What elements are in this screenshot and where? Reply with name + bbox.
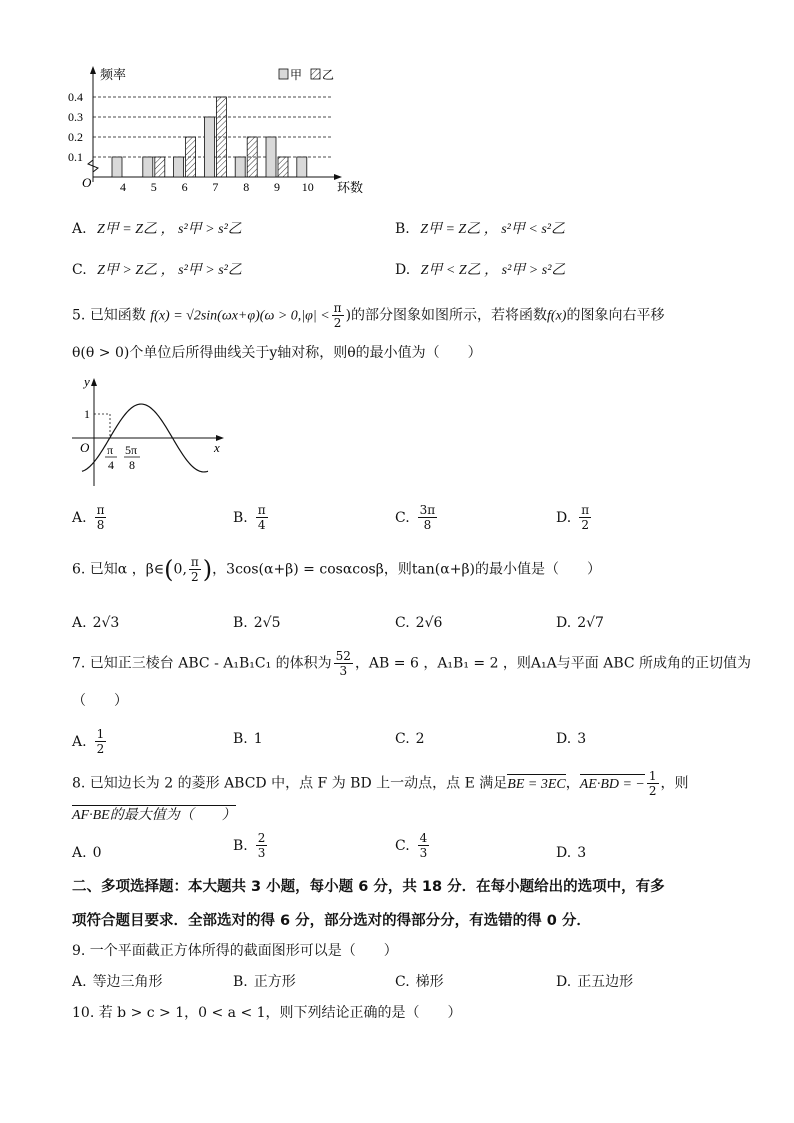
q9-option-a[interactable] [72, 975, 163, 989]
q5-option-b-frac [256, 504, 268, 531]
q7-option-a-frac [95, 728, 107, 755]
q10-stem: 10. 若 b > c > 1，0 < a < 1，则下列结论正确的是（ ） [72, 1005, 462, 1021]
q6-option-c-label: C. [395, 615, 410, 631]
frac-num: 3π [419, 503, 436, 517]
legend-swatch-yi [311, 69, 320, 79]
q6-stem [72, 556, 601, 583]
q5-number: 5. [72, 307, 86, 324]
bar-jia-4 [112, 157, 122, 177]
q8-sep: ， [565, 775, 580, 792]
frac-den: 3 [419, 846, 428, 860]
q5-option-a[interactable] [72, 504, 108, 531]
q6-option-b[interactable] [233, 616, 281, 630]
q9-option-b-label: B. [233, 974, 248, 990]
q5-option-c-frac [418, 504, 438, 531]
bar-jia-6 [174, 157, 184, 177]
q6-option-d-label: D. [556, 615, 572, 631]
bar-yi-5 [155, 157, 165, 177]
x-tick-label: 7 [212, 180, 219, 194]
q5-text-c: )的部分图象如图所示，若将函数 [345, 307, 548, 324]
q4-option-a-text: Z甲 = Z乙 ， s²甲 > s²乙 [97, 222, 242, 237]
q7-option-c[interactable] [395, 732, 425, 746]
q4-option-b-label: B. [395, 221, 410, 237]
q8-stem-line2 [72, 808, 236, 823]
q8-option-d-text: 3 [577, 845, 587, 861]
frac-num: π [96, 503, 105, 517]
frac-den: 4 [257, 518, 266, 532]
frac-den: 8 [423, 518, 432, 532]
x-tick-label: 5 [150, 180, 157, 194]
q8-line2: AF·BE的最大值为（ ） [72, 808, 236, 823]
legend-swatch-jia [279, 69, 288, 79]
q6-text-a: 6. 已知α ，β∈ [72, 561, 165, 578]
x-tick-label: 9 [274, 180, 280, 194]
q4-option-b[interactable] [395, 222, 565, 237]
sine-function-graph [66, 374, 236, 492]
frac-den: 3 [257, 846, 266, 860]
q4-option-a-label: A. [72, 221, 87, 237]
q8-tail: ，则 [660, 775, 689, 792]
q8-option-a[interactable] [72, 846, 101, 860]
x-label: x [214, 440, 220, 455]
legend-label-jia: 甲 [290, 68, 303, 82]
q5-stem-line1 [72, 302, 664, 329]
x-tick-label: 10 [301, 180, 314, 194]
q4-option-d-label: D. [395, 262, 411, 278]
q7-option-c-text: 2 [415, 731, 425, 747]
bar-jia-10 [297, 157, 307, 177]
bar-yi-7 [216, 97, 226, 177]
q4-option-c[interactable] [72, 263, 242, 278]
x-tick-label: 6 [181, 180, 188, 194]
frac-num: π [257, 503, 266, 517]
frac-den: 3 [339, 664, 348, 678]
y-tick-label: 0.4 [68, 90, 83, 104]
q7-option-b-text: 1 [253, 731, 263, 747]
q5-frac-den: 2 [333, 316, 342, 330]
bar-yi-9 [278, 157, 288, 177]
q9-option-d[interactable] [556, 975, 633, 989]
q9-option-c[interactable] [395, 975, 444, 989]
q5-stem-line2: θ(θ > 0)个单位后所得曲线关于y轴对称，则θ的最小值为（ ） [72, 345, 482, 361]
q8-vector-eq: BE = 3EC [507, 776, 566, 792]
bar-jia-9 [266, 137, 276, 177]
q6-text-b: ，3cos(α+β) = cosαcosβ，则tan(α+β)的最小值是（ ） [212, 561, 602, 578]
x-tick-label: 4 [120, 180, 126, 194]
y-axis-arrow [90, 66, 96, 74]
y-axis-label: 频率 [100, 67, 127, 82]
bar-yi-6 [186, 137, 196, 177]
right-paren: ) [202, 555, 213, 584]
q8-option-c-label: C. [395, 837, 410, 854]
q9-option-a-text: 等边三角形 [92, 974, 163, 990]
q8-option-c-frac [418, 832, 430, 859]
q8-frac [647, 770, 659, 797]
frac-num: π [190, 555, 199, 569]
frac-den: 2 [191, 570, 199, 584]
q5-text-d: 的图象向右平移 [566, 307, 665, 324]
q7-option-d-label: D. [556, 731, 572, 747]
q7-stem-line2: （ ） [72, 693, 128, 709]
q7-option-d[interactable] [556, 732, 586, 746]
y-label: y [84, 374, 90, 389]
q7-stem-line1 [72, 650, 751, 677]
q9-option-b-text: 正方形 [253, 974, 296, 990]
frac-den: 2 [648, 784, 657, 798]
y-axis-arrow [91, 378, 97, 386]
q6-option-a-text: 2√3 [92, 615, 120, 631]
q9-option-a-label: A. [72, 974, 87, 990]
q7-text-a: 7. 已知正三棱台 ABC - A₁B₁C₁ 的体积为 [72, 655, 332, 672]
q8-option-b[interactable] [233, 832, 269, 859]
q8-text-a: 8. 已知边长为 2 的菱形 ABCD 中，点 F 为 BD 上一动点，点 E 满足 [72, 775, 508, 792]
frac-num: 1 [96, 727, 105, 741]
origin-label: O [80, 440, 90, 455]
q9-option-c-label: C. [395, 974, 410, 990]
q8-option-c[interactable] [395, 832, 431, 859]
origin-label: O [82, 175, 92, 190]
q5-option-c-label: C. [395, 509, 410, 526]
q7-option-a-label: A. [72, 733, 87, 750]
tick-pi4-num: π [107, 443, 114, 457]
q9-option-d-text: 正五边形 [577, 974, 634, 990]
q9-stem: 9. 一个平面截正方体所得的截面图形可以是（ ） [72, 943, 398, 959]
q7-option-b-label: B. [233, 731, 248, 747]
q8-option-b-label: B. [233, 837, 248, 854]
q5-frac-num: π [333, 301, 342, 315]
q5-option-d-frac [579, 504, 591, 531]
q6-option-c-text: 2√6 [415, 615, 443, 631]
frac-num: 2 [257, 831, 266, 845]
q8-stem-line1 [72, 770, 689, 797]
q5-option-a-label: A. [72, 509, 87, 526]
q6-option-a[interactable] [72, 616, 119, 630]
left-paren: ( [164, 555, 174, 584]
frac-num: π [581, 503, 590, 517]
tick-one: 1 [84, 407, 90, 421]
q5-option-a-frac [95, 504, 107, 531]
q4-option-c-text: Z甲 > Z乙 ， s²甲 > s²乙 [97, 263, 242, 278]
q6-option-b-label: B. [233, 615, 248, 631]
q5-fraction [332, 302, 344, 329]
frequency-bar-chart [60, 60, 380, 205]
x-axis-label: 环数 [337, 180, 364, 195]
q6-interval-start: 0, [173, 561, 187, 578]
y-tick-label: 0.3 [68, 110, 83, 124]
q5-formula: f(x) = √2sin(ωx+φ)(ω > 0,|φ| < [150, 308, 330, 324]
q8-option-a-label: A. [72, 845, 87, 861]
q9-option-b[interactable] [233, 975, 296, 989]
q7-frac [334, 650, 353, 677]
tick-5pi8-num: 5π [125, 443, 138, 457]
q9-option-d-label: D. [556, 974, 572, 990]
frac-num: 4 [419, 831, 428, 845]
frac-den: 8 [96, 518, 105, 532]
q7-option-c-label: C. [395, 731, 410, 747]
tick-pi4-den: 4 [108, 458, 114, 472]
q5-text-a: 已知函数 [89, 307, 146, 324]
q4-option-d[interactable] [395, 263, 565, 278]
q9-option-c-text: 梯形 [415, 974, 444, 990]
q5-option-b[interactable] [233, 504, 270, 531]
frac-den: 2 [581, 518, 589, 532]
q7-option-d-text: 3 [577, 731, 587, 747]
frac-den: 2 [96, 742, 105, 756]
y-tick-label: 0.1 [68, 150, 83, 164]
q4-option-a[interactable] [72, 222, 242, 237]
section2-heading-line1: 二、多项选择题：本大题共 3 小题，每小题 6 分，共 18 分．在每小题给出的选项中，有多 [72, 879, 665, 895]
q7-option-a[interactable] [72, 728, 108, 755]
q6-option-d[interactable] [556, 616, 604, 630]
bar-jia-5 [143, 157, 153, 177]
q4-option-d-text: Z甲 < Z乙 ， s²甲 > s²乙 [420, 263, 566, 278]
q5-option-c[interactable] [395, 504, 439, 531]
q8-option-d[interactable] [556, 846, 586, 860]
bar-yi-8 [247, 137, 257, 177]
bar-jia-7 [204, 117, 214, 177]
q6-option-c[interactable] [395, 616, 442, 630]
section2-heading-line2: 项符合题目要求．全部选对的得 6 分，部分选对的得部分分，有选错的得 0 分． [72, 913, 591, 929]
q6-option-d-text: 2√7 [577, 615, 604, 631]
q7-text-b: ，AB = 6 ，A₁B₁ = 2 ，则A₁A与平面 ABC 所成角的正切值为 [354, 655, 752, 672]
x-tick-label: 8 [243, 180, 250, 194]
bar-jia-8 [235, 157, 245, 177]
q5-fx: f(x) [547, 308, 567, 324]
q6-option-b-text: 2√5 [253, 615, 281, 631]
q8-option-b-frac [256, 832, 268, 859]
q5-option-d-label: D. [556, 509, 572, 526]
tick-5pi8-den: 8 [129, 458, 135, 472]
q4-option-c-label: C. [72, 262, 87, 278]
frac-num: 1 [648, 769, 657, 783]
q7-option-b[interactable] [233, 732, 263, 746]
q4-option-b-text: Z甲 = Z乙 ， s²甲 < s²乙 [420, 222, 565, 237]
y-tick-label: 0.2 [68, 130, 83, 144]
frac-num: 52 [335, 649, 351, 663]
q8-option-d-label: D. [556, 845, 572, 861]
q5-option-b-label: B. [233, 509, 248, 526]
q5-option-d[interactable] [556, 504, 593, 531]
q6-frac [189, 556, 201, 583]
q6-option-a-label: A. [72, 615, 87, 631]
legend-label-yi: 乙 [322, 68, 335, 82]
q8-dot-eq: AE·BD = − [579, 776, 645, 792]
q8-option-a-text: 0 [92, 845, 102, 861]
